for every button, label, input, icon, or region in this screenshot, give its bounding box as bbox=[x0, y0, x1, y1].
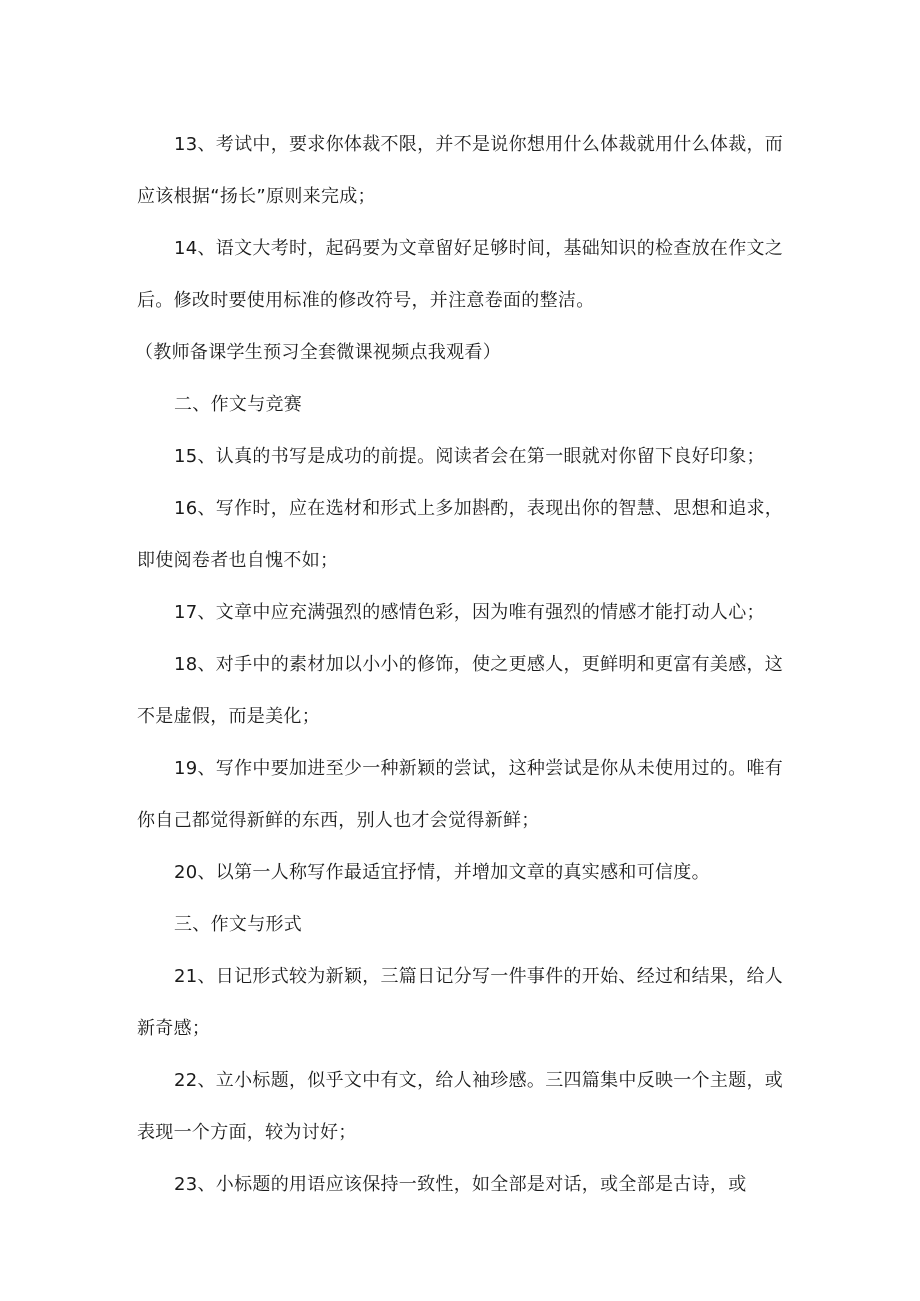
paragraph-17: 17、文章中应充满强烈的感情色彩，因为唯有强烈的情感才能打动人心； bbox=[174, 602, 765, 623]
video-link-note[interactable]: （教师备课学生预习全套微课视频点我观看） bbox=[135, 342, 501, 363]
paragraph-16: 16、写作时，应在选材和形式上多加斟酌，表现出你的智慧、思想和追求，即使阅卷者也自愧不如； bbox=[137, 498, 784, 571]
section-heading-composition-form: 三、作文与形式 bbox=[174, 914, 303, 935]
paragraph-13: 13、考试中，要求你体裁不限，并不是说你想用什么体裁就用什么体裁，而应该根据“扬长”原则来完成； bbox=[137, 134, 784, 207]
paragraph-15: 15、认真的书写是成功的前提。阅读者会在第一眼就对你留下良好印象； bbox=[174, 446, 765, 467]
paragraph-18: 18、对手中的素材加以小小的修饰，使之更感人，更鲜明和更富有美感，这不是虚假，而是美化； bbox=[137, 654, 784, 727]
paragraph-23: 23、小标题的用语应该保持一致性，如全部是对话，或全部是古诗，或 bbox=[174, 1174, 747, 1195]
paragraph-20: 20、以第一人称写作最适宜抒情，并增加文章的真实感和可信度。 bbox=[174, 862, 710, 883]
section-heading-composition-competition: 二、作文与竞赛 bbox=[174, 394, 303, 415]
paragraph-19: 19、写作中要加进至少一种新颖的尝试，这种尝试是你从未使用过的。唯有你自己都觉得新鲜的东西，别人也才会觉得新鲜； bbox=[137, 758, 784, 831]
paragraph-22: 22、立小标题，似乎文中有文，给人袖珍感。三四篇集中反映一个主题，或表现一个方面，较为讨好； bbox=[137, 1070, 784, 1143]
paragraph-21: 21、日记形式较为新颖，三篇日记分写一件事件的开始、经过和结果，给人新奇感； bbox=[137, 966, 784, 1039]
paragraph-14: 14、语文大考时，起码要为文章留好足够时间，基础知识的检查放在作文之后。修改时要使用标准的修改符号，并注意卷面的整洁。 bbox=[137, 238, 784, 311]
document-body bbox=[137, 119, 787, 1211]
